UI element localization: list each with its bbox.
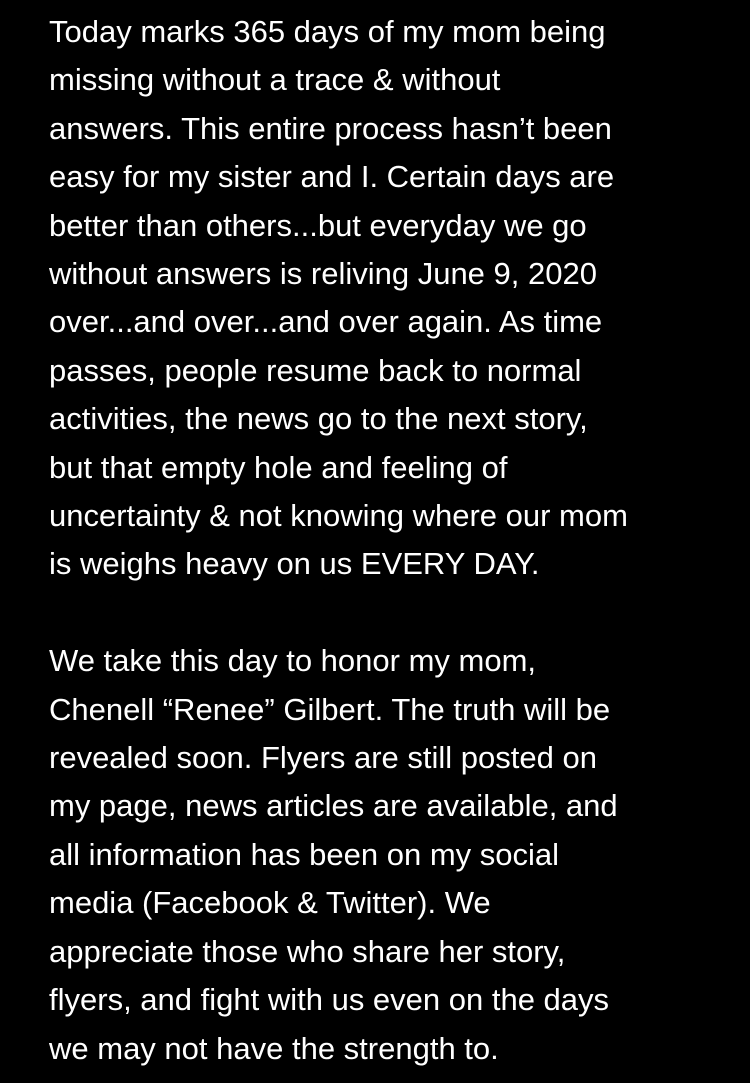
text-line: media (Facebook & Twitter). We [49,885,491,921]
text-line: we may not have the strength to. [49,1030,499,1066]
text-line: revealed soon. Flyers are still posted on [49,740,597,776]
text-line: but that empty hole and feeling of [49,449,508,485]
text-line: activities, the news go to the next story, [49,401,588,437]
paragraph-spacer [49,589,739,637]
text-line: answers. This entire process hasn’t been [49,110,612,146]
text-line: uncertainty & not knowing where our mom [49,498,628,534]
text-line: all information has been on my social [49,836,560,872]
text-line: my page, news articles are available, and [49,788,618,824]
text-line: passes, people resume back to normal [49,352,582,388]
paragraph-1 [49,8,739,589]
text-line: flyers, and fight with us even on the days [49,982,610,1018]
text-line: We take this day to honor my mom, [49,643,537,679]
text-line: easy for my sister and I. Certain days are [49,159,615,195]
text-line: Chenell “Renee” Gilbert. The truth will be [49,691,611,727]
text-line: appreciate those who share her story, [49,933,566,969]
text-line: better than others...but everyday we go [49,207,587,243]
text-line: without answers is reliving June 9, 2020 [49,256,597,292]
paragraph-2 [49,637,739,1073]
text-line: over...and over...and over again. As time [49,304,603,340]
note-body [49,8,739,1073]
text-line: missing without a trace & without [49,62,501,98]
text-line: Today marks 365 days of my mom being [49,14,606,49]
text-line: is weighs heavy on us EVERY DAY. [49,546,540,582]
